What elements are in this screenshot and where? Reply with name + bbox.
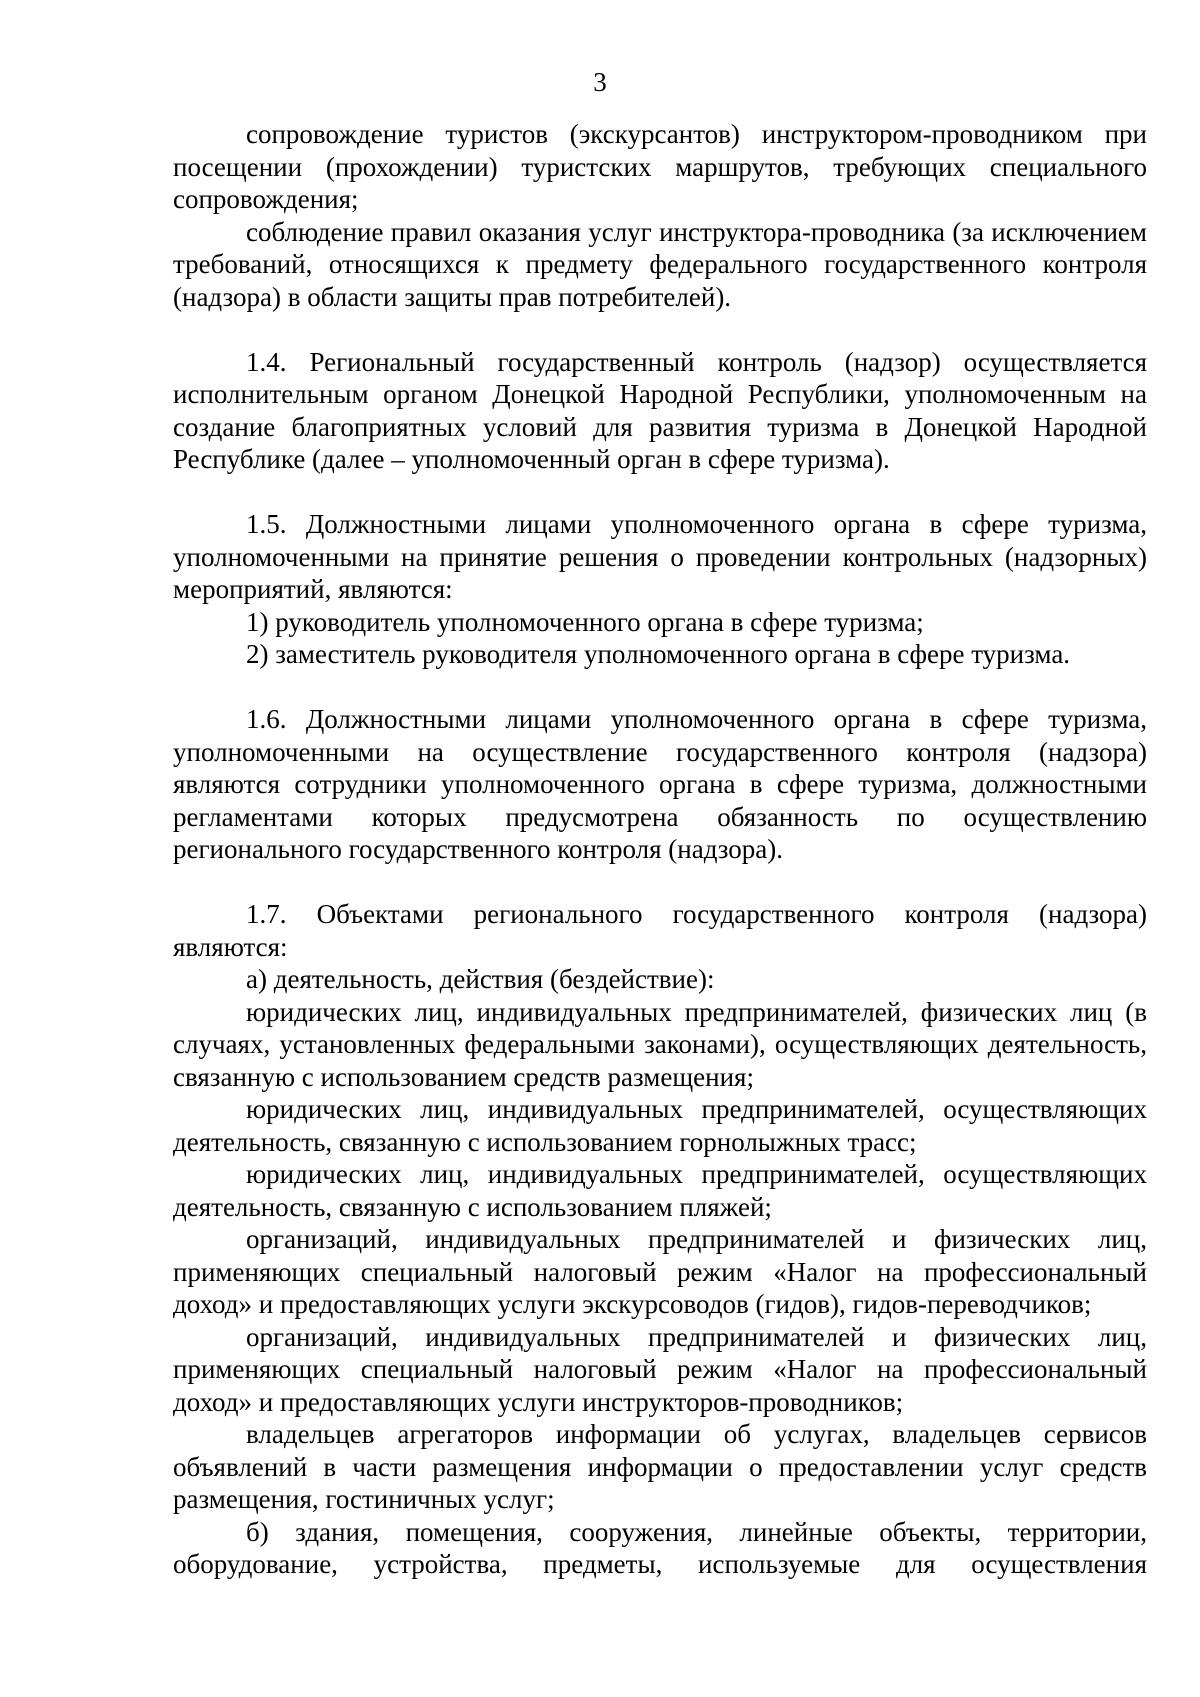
paragraph: юридических лиц, индивидуальных предпринимателей, физических лиц (в случаях, установленных федеральными законами), осуществляющих деятельность, связанную с использованием средств размещения; <box>173 996 1147 1092</box>
paragraph: юридических лиц, индивидуальных предпринимателей, осуществляющих деятельность, связанную с использованием пляжей; <box>173 1159 1147 1222</box>
paragraph: 1.6. Должностными лицами уполномоченного органа в сфере туризма, уполномоченными на осуществление государственного контроля (надзора) являются сотрудники уполномоченного органа в сфере туризма, должностными регламентами которых предусмотрена обязанность по осуществлению регионального государственного контроля (надзора). <box>173 704 1147 864</box>
paragraph: организаций, индивидуальных предпринимателей и физических лиц, применяющих специальный налоговый режим «Налог на профессиональный доход» и предоставляющих услуги экскурсоводов (гидов), гидов-переводчиков; <box>173 1224 1147 1319</box>
paragraph-spacer <box>173 476 1147 509</box>
paragraph-spacer <box>173 866 1147 899</box>
paragraph: а) деятельность, действия (бездействие): <box>246 964 715 994</box>
paragraph: 2) заместитель руководителя уполномоченного органа в сфере туризма. <box>246 639 1071 669</box>
paragraph: владельцев агрегаторов информации об услугах, владельцев сервисов объявлений в части размещения информации о предоставлении услуг средств размещения, гостиничных услуг; <box>173 1419 1147 1514</box>
paragraph: сопровождение туристов (экскурсантов) инструктором-проводником при посещении (прохождении) туристских маршрутов, требующих специального сопровождения; <box>173 119 1147 214</box>
paragraph: 1.7. Объектами регионального государственного контроля (надзора) являются: <box>173 899 1147 962</box>
paragraph: 1) руководитель уполномоченного органа в сфере туризма; <box>246 606 924 637</box>
document-body <box>173 118 1147 1581</box>
paragraph: соблюдение правил оказания услуг инструктора-проводника (за исключением требований, относящихся к предмету федерального государственного контроля (надзора) в области защиты прав потребителей). <box>173 216 1147 312</box>
paragraph-spacer <box>173 671 1147 704</box>
paragraph: 1.5. Должностными лицами уполномоченного органа в сфере туризма, уполномоченными на принятие решения о проведении контрольных (надзорных) мероприятий, являются: <box>173 509 1147 604</box>
paragraph: организаций, индивидуальных предпринимателей и физических лиц, применяющих специальный налоговый режим «Налог на профессиональный доход» и предоставляющих услуги инструкторов-проводников; <box>173 1321 1147 1417</box>
paragraph-spacer <box>173 313 1147 346</box>
paragraph: б) здания, помещения, сооружения, линейные объекты, территории, оборудование, устройства, предметы, используемые для осуществления <box>173 1516 1147 1579</box>
paragraph: 1.4. Региональный государственный контроль (надзор) осуществляется исполнительным органом Донецкой Народной Республики, уполномоченным на создание благоприятных условий для развития туризма в Донецкой Народной Республике (далее – уполномоченный орган в сфере туризма). <box>173 346 1147 474</box>
page-number: 3 <box>593 67 607 97</box>
paragraph: юридических лиц, индивидуальных предпринимателей, осуществляющих деятельность, связанную с использованием горнолыжных трасс; <box>173 1094 1147 1157</box>
